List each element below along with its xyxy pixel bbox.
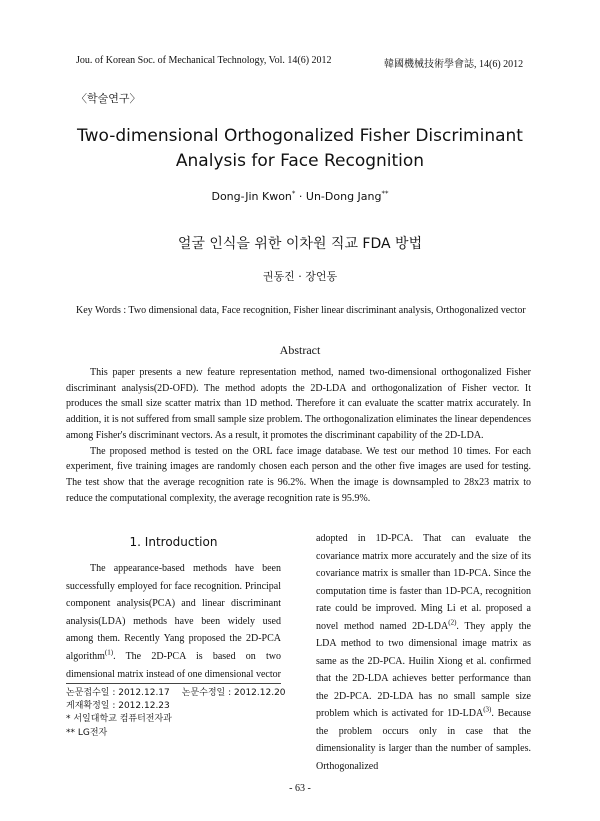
footnotes: [66, 687, 296, 740]
body-column-right: [316, 530, 531, 775]
citation-1: (1): [104, 648, 114, 657]
article-category: 〈학술연구〉: [76, 92, 141, 105]
footnote-divider: [66, 683, 281, 684]
author-2-name: Un-Dong Jang: [305, 190, 382, 203]
body-column-left: [66, 560, 281, 683]
intro-text-b: . The 2D-PCA is based on two dimensional matrix instead of one dimensional vector: [66, 650, 281, 680]
affiliation-2: ** LG전자: [66, 727, 108, 738]
intro-paragraph-1: [66, 560, 281, 683]
intro-text-a: The appearance-based methods have been successfully employed for face recognition. Principal component analysis(PCA) and linear discriminant analysis(LDA) methods have been widely used among them. Recently Yang proposed the 2D-PCA algorithm: [66, 563, 281, 662]
author-1-name: Dong-Jin Kwon: [211, 190, 292, 203]
abstract-heading: Abstract: [279, 343, 321, 357]
intro-paragraph-1-continued: [316, 530, 531, 775]
intro-right-text-b: . They apply the LDA method to two dimensional image matrix as same as the 2D-PCA. Huilin Xiong et al. confirmed that the 2D-LDA achieves better performance than the 2D-PCA. 2D-LDA has no small sample size problem which is activated for 1D-LDA: [316, 620, 531, 719]
korean-author-list: 권동진 · 장언동: [262, 270, 338, 283]
paper-title: [0, 124, 600, 174]
author-1-mark: *: [291, 189, 296, 198]
revised-date: 논문수정일 : 2012.12.20: [181, 688, 286, 698]
journal-header-left: Jou. of Korean Soc. of Mechanical Technology, Vol. 14(6) 2012: [76, 55, 332, 66]
korean-title: 얼굴 인식을 위한 이차원 직교 FDA 방법: [177, 236, 423, 252]
paper-title-line-1: Two-dimensional Orthogonalized Fisher Discriminant: [77, 126, 523, 146]
accepted-date: 게재확정일 : 2012.12.23: [66, 701, 170, 712]
abstract-paragraph-1: This paper presents a new feature representation method, named two-dimensional orthogonalized Fisher discriminant analysis(2D-OFD). The method adopts the 2D-LDA and orthogonalization of Fisher vector. It produces the small size scatter matrix than 1D method. Therefore it can evaluate the scatter matrix accurately. In addition, it is not suffered from small sample size problem. The orthogonalization eliminates the linear dependences among Fisher's discriminant vectors. As a result, it promotes the discriminant capability of the 2D-LDA.: [66, 367, 531, 441]
footnote-dates: [66, 687, 296, 700]
author-separator: ·: [295, 190, 306, 203]
citation-3: (3): [483, 705, 492, 714]
intro-right-text-c: . Because the problem occurs only in case that the dimensionality is larger than the number of samples. Orthogonalized: [316, 708, 531, 772]
citation-2: (2): [448, 618, 457, 627]
section-heading-introduction: 1. Introduction: [129, 535, 218, 549]
keywords: Key Words : Two dimensional data, Face recognition, Fisher linear discriminant analysis, Orthogonalized vector: [76, 305, 526, 316]
author-list: [0, 190, 600, 203]
page-number: - 63 -: [289, 783, 311, 794]
author-2-mark: **: [381, 189, 389, 198]
affiliation-1: * 서일대학교 컴퓨터전자과: [66, 714, 172, 725]
abstract-paragraph-2: The proposed method is tested on the ORL face image database. We test our method 10 times. For each experiment, five training images are randomly chosen each person and the other five images are used for testing. The test show that the average recognition rate is 96.2%. When the image is downsampled to 28x23 matrix to reduce the computational complexity, the average recognition rate is 95.9%.: [66, 445, 531, 504]
abstract-body: [66, 365, 531, 506]
intro-right-text-a: adopted in 1D-PCA. That can evaluate the covariance matrix more accurately and the size of its covariance matrix is smaller than 1D-PCA. Since the computation time is faster than 1D-PCA, recognition rate could be improved. Ming Li et al. proposed a novel method named 2D-LDA: [316, 533, 531, 632]
paper-title-line-2: Analysis for Face Recognition: [175, 151, 425, 171]
journal-header-right: 韓國機械技術學會誌, 14(6) 2012: [384, 59, 524, 70]
received-date: 논문접수일 : 2012.12.17: [66, 688, 170, 698]
